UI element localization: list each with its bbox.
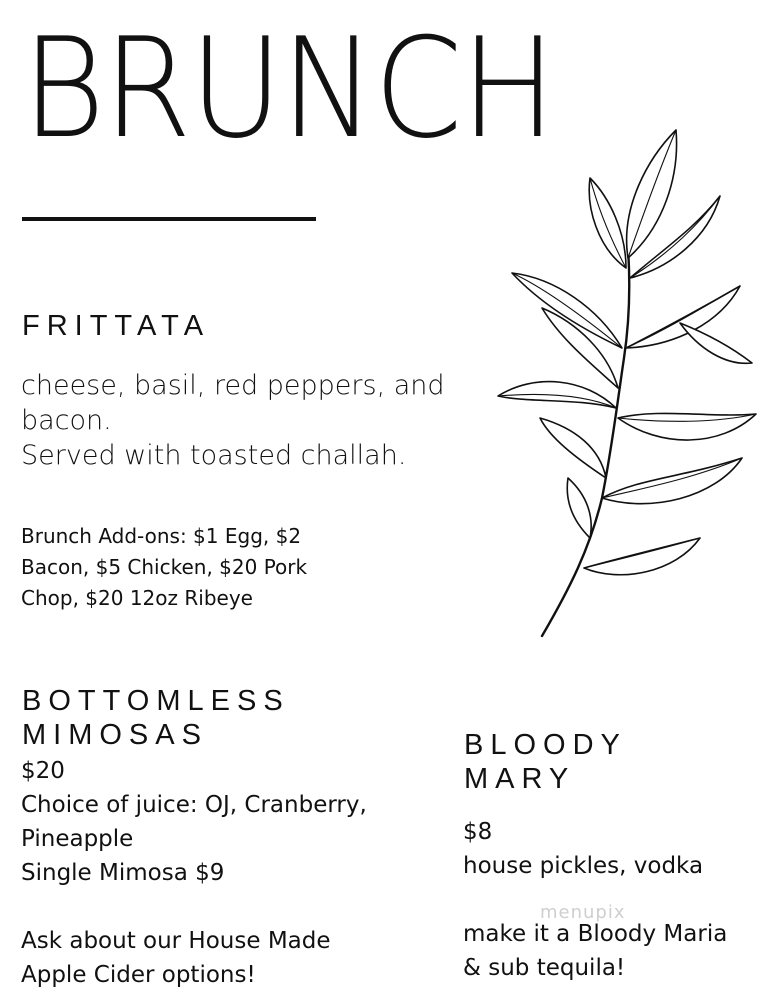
brunch-addons-line: Chop, $20 12oz Ribeye — [21, 586, 253, 610]
frittata-heading: FRITTATA — [22, 310, 211, 342]
leaf — [589, 178, 626, 268]
brunch-addons — [21, 521, 307, 614]
mimosas-line: Choice of juice: OJ, Cranberry, — [21, 792, 367, 818]
bloody-mary-heading-line: BLOODY — [464, 729, 627, 761]
leaf — [680, 323, 752, 363]
frittata-description-line: Served with toasted challah. — [21, 440, 407, 471]
mimosas-line: Single Mimosa $9 — [21, 860, 225, 886]
mimosas-line: Pineapple — [21, 826, 134, 852]
leaf — [540, 418, 606, 478]
mimosas-heading-line: BOTTOMLESS — [22, 685, 290, 717]
mimosas-details — [21, 754, 367, 992]
bloody-mary-note-line: make it a Bloody Maria — [463, 921, 728, 947]
bloody-mary-heading-line: MARY — [464, 763, 576, 795]
mimosas-note-line: Apple Cider options! — [21, 962, 256, 988]
menu-title: BRUNCH — [22, 8, 555, 169]
spacer — [21, 890, 367, 924]
mimosas-heading-line: MIMOSAS — [22, 719, 208, 751]
leaf — [627, 130, 677, 258]
frittata-description-line: cheese, basil, red peppers, and — [21, 370, 445, 401]
frittata-description — [21, 368, 501, 473]
title-underline — [22, 217, 316, 221]
watermark: menupix — [540, 902, 626, 923]
leaf — [567, 478, 591, 538]
mimosas-heading — [22, 684, 290, 752]
leaf — [584, 538, 700, 575]
bloody-mary-heading — [464, 728, 627, 796]
bloody-mary-details — [463, 815, 727, 985]
frittata-description-line: bacon. — [21, 405, 112, 436]
brunch-addons-line: Bacon, $5 Chicken, $20 Pork — [21, 555, 308, 579]
bloody-mary-description: house pickles, vodka — [463, 853, 704, 879]
brunch-addons-line: Brunch Add-ons: $1 Egg, $2 — [21, 524, 302, 548]
mimosas-note-line: Ask about our House Made — [21, 928, 331, 954]
bloody-mary-price: $8 — [463, 819, 493, 845]
botanical-leaf-branch-icon — [480, 118, 770, 648]
mimosas-price: $20 — [21, 758, 65, 784]
bloody-mary-note-line: & sub tequila! — [463, 955, 626, 981]
